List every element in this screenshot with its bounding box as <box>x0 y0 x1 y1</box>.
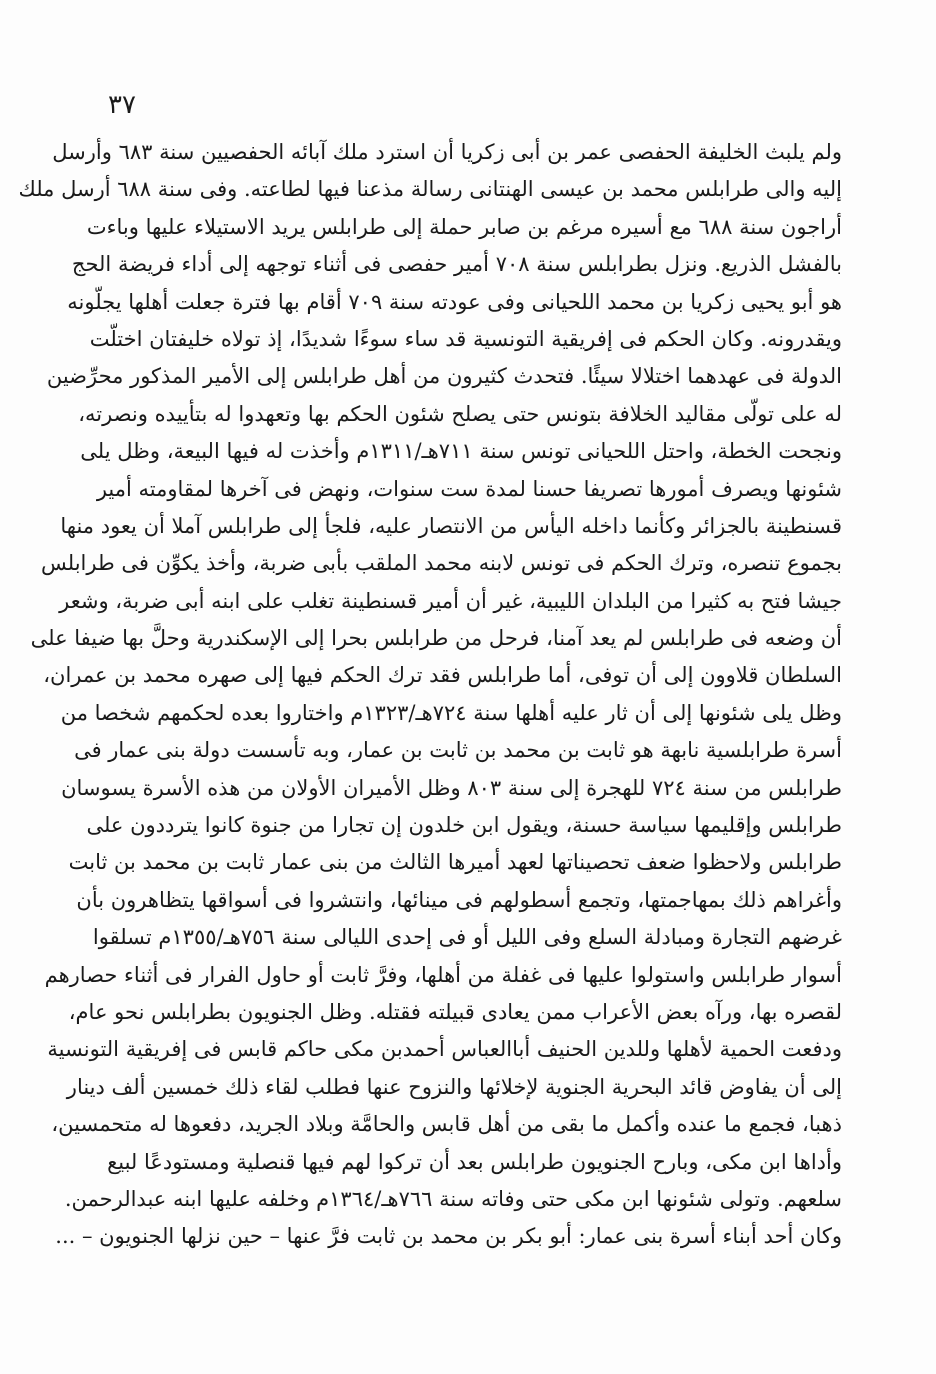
text-line: لقصره بها، ورآه بعض الأعراب ممن يعادى قبيلته فقتله. وظل الجنويون بطرابلس نحو عام، <box>68 999 842 1024</box>
text-line: قسنطينة بالجزائر وكأنما داخله اليأس من الانتصار عليه، فلجأ إلى طرابلس آملا أن يعود منها <box>60 513 842 538</box>
text-line: طرابلس ولاحظوا ضعف تحصيناتها لعهد أميرها الثالث من بنى عمار ثابت بن محمد بن ثابت <box>68 850 842 875</box>
text-line: ونجحت الخطة، واحتل اللحيانى تونس سنة ٧١١هـ/١٣١١م وأخذت له فيها البيعة، وظل يلى <box>80 439 842 464</box>
text-line: سلعهم. وتولى شئونها ابن مكى حتى وفاته سنة ٧٦٦هـ/١٣٦٤م وخلفه عليها ابنه عبدالرحمن. <box>64 1186 842 1211</box>
text-line: هو أبو يحيى زكريا بن محمد اللحيانى وفى عودته سنة ٧٠٩ أقام بها فترة جعلت أهلها يجلّونه <box>67 289 842 314</box>
text-line: وكان أحد أبناء أسرة بنى عمار: أبو بكر بن محمد بن ثابت فرَّ عنها – حين نزلها الجنويون – ... <box>55 1224 842 1249</box>
text-line: وأغراهم ذلك بمهاجمتها، وتجمع أسطولهم فى مينائها، وانتشروا فى أسواقها يتظاهرون بأن <box>76 887 842 912</box>
body-text <box>18 134 842 1256</box>
text-line: جيشا فتح به كثيرا من البلدان الليبية، غير أن أمير قسنطينة تغلب على ابنه أبى ضربة، وشعر <box>59 588 842 613</box>
text-line: وأداها ابن مكى، وبارح الجنويون طرابلس بعد أن تركوا لهم فيها قنصلية ومستودعًا لبيع <box>107 1149 842 1174</box>
text-line: غرضهم التجارة ومبادلة السلع وفى الليل أو فى إحدى الليالى سنة ٧٥٦هـ/١٣٥٥م تسلقوا <box>92 925 842 950</box>
text-line: ودفعت الحمية لأهلها وللدين الحنيف أباالعباس أحمدبن مكى حاكم قابس فى إفريقية التونسية <box>47 1037 842 1062</box>
text-line: طرابلس من سنة ٧٢٤ للهجرة إلى سنة ٨٠٣ وظل الأميران الأولان من هذه الأسرة يسوسان <box>61 775 842 800</box>
text-line: أسرة طرابلسية نابهة هو ثابت بن محمد بن ثابت بن عمار، وبه تأسست دولة بنى عمار فى <box>74 738 842 763</box>
text-line: ذهبا، فجمع ما عنده وأكمل ما بقى من أهل قابس والحامَّة وبلاد الجريد، دفعوها له متحمسين، <box>51 1112 842 1137</box>
text-line: طرابلس وإقليمها سياسة حسنة، ويقول ابن خلدون إن تجارا من جنوة كانوا يترددون على <box>86 813 842 838</box>
text-line: شئونها ويصرف أمورها تصريفا حسنا لمدة ست سنوات، ونهض فى آخرها لمقاومته أمير <box>96 476 842 501</box>
text-line: وظل يلى شئونها إلى أن ثار عليه أهلها سنة ٧٢٤هـ/١٣٢٣م واختاروا بعده لحكمهم شخصا من <box>60 700 842 725</box>
text-line: بجموع تنصره، وترك الحكم فى تونس لابنه محمد الملقب بأبى ضربة، وأخذ يكوِّن فى طرابلس <box>40 551 842 576</box>
text-line: السلطان قلاوون إلى أن توفى، أما طرابلس فقد ترك الحكم فيها إلى صهره محمد بن عمران، <box>43 663 842 688</box>
page-number: ٣٧ <box>108 90 136 120</box>
text-line: أراجون سنة ٦٨٨ مع أسيره مرغم بن صابر حملة إلى طرابلس يريد الاستيلاء عليها وباءت <box>86 214 842 239</box>
text-line: أن وضعه فى طرابلس لم يعد آمنا، فرحل من طرابلس بحرا إلى الإسكندرية وحلَّ بها ضيفا على <box>30 626 842 651</box>
text-line: بالفشل الذريع. ونزل بطرابلس سنة ٧٠٨ أمير حفصى فى أثناء توجهه إلى أداء فريضة الحج <box>71 252 842 277</box>
text-line: ولم يلبث الخليفة الحفصى عمر بن أبى زكريا أن استرد ملك آبائه الحفصيين سنة ٦٨٣ وأرسل <box>52 140 842 164</box>
text-line: إلى أن يفاوض قائد البحرية الجنوية لإخلائها والنزوح عنها فطلب لقاء ذلك خمسين ألف دينار <box>66 1074 842 1099</box>
text-line: الدولة فى عهدهما اختلالا سيئًا. فتحدث كثيرون من أهل طرابلس إلى الأمير المذكور محرِّضين <box>46 364 842 389</box>
text-line: إليه والى طرابلس محمد بن عيسى الهنتانى رسالة مذعنا فيها لطاعته. وفى سنة ٦٨٨ أرسل ملك <box>18 177 842 202</box>
text-line: أسوار طرابلس واستولوا عليها فى غفلة من أهلها، وفرَّ ثابت أو حاول الفرار فى أثناء حصارهم <box>44 962 842 987</box>
text-line: ويقدرونه. وكان الحكم فى إفريقية التونسية قد ساء سوءًا شديدًا، إذ تولاه خليفتان اختلّت <box>89 326 842 351</box>
text-line: له على تولّى مقاليد الخلافة بتونس حتى يصلح شئون الحكم بها وتعهدوا له بتأييده ونصرته، <box>78 401 842 426</box>
